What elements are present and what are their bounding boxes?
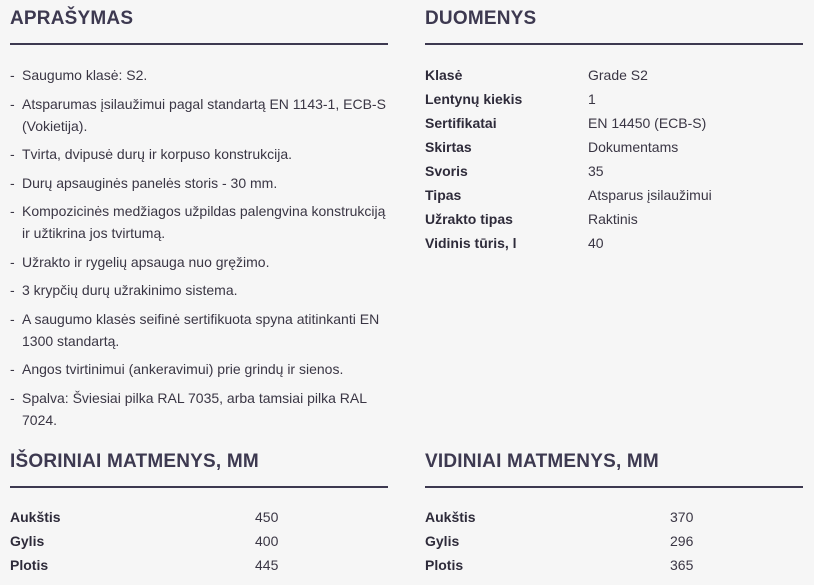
spec-value: 1 xyxy=(588,91,596,107)
spec-key: Klasė xyxy=(425,67,463,83)
list-dash: - xyxy=(10,174,15,191)
table-row xyxy=(10,529,388,553)
list-item: - Kompozicinės medžiagos užpildas palengvina konstrukciją ir užtikrina jos tvirtumą. xyxy=(10,200,388,244)
dimension-value: 400 xyxy=(255,533,279,549)
list-dash: - xyxy=(10,203,15,219)
outer-dimensions-divider xyxy=(10,486,388,488)
description-list xyxy=(10,64,388,437)
dimension-key: Plotis xyxy=(10,557,49,573)
table-row xyxy=(425,87,803,111)
spec-value: 40 xyxy=(588,235,604,251)
outer-dimensions-section xyxy=(10,449,388,573)
table-row xyxy=(425,111,803,135)
table-row xyxy=(10,553,388,577)
spec-key: Tipas xyxy=(425,187,462,203)
list-item: - 3 krypčių durų užrakinimo sistema. xyxy=(10,279,388,301)
list-item: - Durų apsauginės panelės storis - 30 mm. xyxy=(10,172,388,194)
spec-value: Dokumentams xyxy=(588,139,679,155)
specs-heading: DUOMENYS xyxy=(425,8,537,29)
dimension-key: Plotis xyxy=(425,557,464,573)
table-row xyxy=(425,231,803,255)
list-dash: - xyxy=(10,282,15,298)
spec-key: Sertifikatai xyxy=(425,115,497,131)
inner-dimensions-table xyxy=(425,505,803,577)
inner-dimensions-heading: VIDINIAI MATMENYS, MM xyxy=(425,451,659,472)
table-row xyxy=(425,183,803,207)
table-row xyxy=(425,135,803,159)
specs-divider xyxy=(425,43,803,45)
inner-dimensions-section xyxy=(425,449,803,573)
spec-value: 35 xyxy=(588,163,604,179)
specs-section xyxy=(425,6,803,251)
dimension-value: 296 xyxy=(670,533,694,549)
dimension-value: 365 xyxy=(670,557,694,573)
dimension-value: 450 xyxy=(255,509,279,525)
dimension-key: Gylis xyxy=(10,533,45,549)
table-row xyxy=(10,505,388,529)
dimension-key: Aukštis xyxy=(10,509,61,525)
outer-dimensions-heading: IŠORINIAI MATMENYS, MM xyxy=(10,451,259,472)
table-row xyxy=(425,63,803,87)
list-dash: - xyxy=(10,95,15,112)
table-row xyxy=(425,207,803,231)
list-item: - Angos tvirtinimui (ankeravimui) prie grindų ir sienos. xyxy=(10,358,388,380)
outer-dimensions-table xyxy=(10,505,388,577)
spec-key: Lentynų kiekis xyxy=(425,91,523,107)
table-row xyxy=(425,529,803,553)
list-item: - A saugumo klasės seifinė sertifikuota spyna atitinkanti EN 1300 standartą. xyxy=(10,308,388,352)
list-dash: - xyxy=(10,146,15,162)
specs-table xyxy=(425,63,803,255)
list-dash: - xyxy=(10,361,15,377)
list-item: - Užrakto ir rygelių apsauga nuo gręžimo. xyxy=(10,251,388,273)
dimension-value: 370 xyxy=(670,509,694,525)
list-dash: - xyxy=(10,310,15,327)
list-item: - Saugumo klasė: S2. xyxy=(10,64,388,86)
description-divider xyxy=(10,43,388,45)
table-row xyxy=(425,159,803,183)
spec-value: EN 14450 (ECB-S) xyxy=(588,115,707,131)
table-row xyxy=(425,505,803,529)
spec-key: Užrakto tipas xyxy=(425,211,513,227)
list-item: - Spalva: Šviesiai pilka RAL 7035, arba tamsiai pilka RAL 7024. xyxy=(10,387,388,431)
spec-value: Atsparus įsilaužimui xyxy=(588,187,712,203)
dimension-key: Gylis xyxy=(425,533,460,549)
list-dash: - xyxy=(10,67,15,83)
spec-key: Svoris xyxy=(425,163,468,179)
inner-dimensions-divider xyxy=(425,486,803,488)
table-row xyxy=(425,553,803,577)
description-section xyxy=(10,6,388,428)
list-dash: - xyxy=(10,389,15,406)
spec-key: Vidinis tūris, l xyxy=(425,235,517,251)
spec-value: Raktinis xyxy=(588,211,638,227)
description-heading: APRAŠYMAS xyxy=(10,8,134,29)
spec-key: Skirtas xyxy=(425,139,472,155)
list-dash: - xyxy=(10,253,15,270)
list-item: - Tvirta, dvipusė durų ir korpuso konstrukcija. xyxy=(10,143,388,165)
dimension-value: 445 xyxy=(255,557,279,573)
dimension-key: Aukštis xyxy=(425,509,476,525)
spec-value: Grade S2 xyxy=(588,67,648,83)
list-item: - Atsparumas įsilaužimui pagal standartą EN 1143-1, ECB-S (Vokietija). xyxy=(10,93,388,137)
